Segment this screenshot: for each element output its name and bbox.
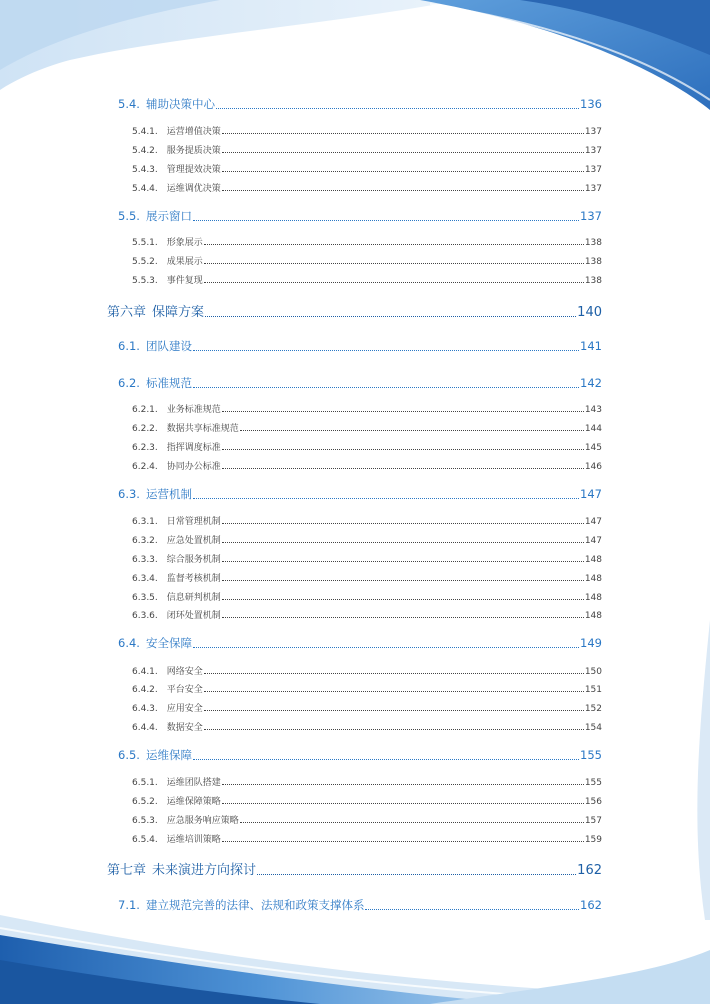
toc-entry-title: 事件复现 (166, 276, 203, 286)
toc-entry-page: 137 (580, 209, 602, 223)
dot-leader (193, 498, 579, 499)
toc-entry[interactable] (132, 608, 602, 621)
toc-entry-page: 151 (584, 685, 602, 695)
toc-entry-page: 142 (580, 376, 602, 390)
toc-entry[interactable] (132, 273, 602, 286)
toc-entry[interactable] (118, 897, 602, 913)
toc-entry-title: 协同办公标准 (166, 462, 221, 472)
toc-entry-number: 6.3.2. (132, 536, 158, 546)
dot-leader (222, 542, 584, 543)
dot-leader (193, 759, 579, 760)
dot-leader (204, 282, 584, 283)
toc-entry[interactable] (132, 682, 602, 695)
toc-entry-title: 成果展示 (166, 257, 203, 267)
toc-entry[interactable] (118, 96, 602, 112)
toc-entry-title: 运维团队搭建 (166, 778, 221, 788)
toc-entry-title: 展示窗口 (145, 209, 192, 223)
toc-entry-title: 形象展示 (166, 238, 203, 248)
toc-entry[interactable] (132, 552, 602, 565)
toc-entry-number: 6.2.1. (132, 405, 158, 415)
dot-leader (204, 673, 584, 674)
toc-entry-number: 6.5.4. (132, 835, 158, 845)
toc-entry-page: 148 (584, 611, 602, 621)
toc-entry[interactable] (107, 859, 602, 878)
toc-entry[interactable] (118, 375, 602, 391)
toc-entry[interactable] (132, 720, 602, 733)
toc-entry[interactable] (132, 775, 602, 788)
toc-entry-page: 136 (580, 97, 602, 111)
dot-leader (222, 841, 584, 842)
dot-leader (222, 468, 584, 469)
toc-entry-page: 149 (580, 636, 602, 650)
toc-entry-page: 152 (584, 704, 602, 714)
toc-entry[interactable] (132, 181, 602, 194)
toc-entry-number: 6.1. (118, 339, 140, 353)
toc-entry-page: 147 (584, 536, 602, 546)
toc-entry-number: 5.5.3. (132, 276, 158, 286)
toc-entry[interactable] (132, 162, 602, 175)
toc-entry-number: 5.4.2. (132, 146, 158, 156)
toc-entry[interactable] (132, 421, 602, 434)
toc-entry-number: 6.4.4. (132, 723, 158, 733)
toc-entry-page: 138 (584, 257, 602, 267)
toc-entry-page: 156 (584, 797, 602, 807)
toc-entry-number: 6.4. (118, 636, 140, 650)
dot-leader (205, 316, 576, 317)
toc-entry-number: 5.5. (118, 209, 140, 223)
dot-leader (222, 617, 584, 618)
toc-entry-number: 6.3.6. (132, 611, 158, 621)
toc-entry-number: 6.3. (118, 487, 140, 501)
toc-entry-title: 运维保障策略 (166, 797, 221, 807)
toc-entry-page: 150 (584, 667, 602, 677)
toc-entry-number: 6.5. (118, 748, 140, 762)
dot-leader (222, 133, 584, 134)
dot-leader (204, 691, 584, 692)
toc-entry-number: 6.2. (118, 376, 140, 390)
toc-entry[interactable] (132, 701, 602, 714)
toc-entry[interactable] (118, 338, 602, 354)
dot-leader (193, 220, 579, 221)
toc-entry-title: 应急服务响应策略 (166, 816, 239, 826)
toc-entry-number: 5.5.2. (132, 257, 158, 267)
toc-entry[interactable] (107, 301, 602, 320)
toc-entry-title: 应急处置机制 (166, 536, 221, 546)
toc-entry-title: 数据安全 (166, 723, 203, 733)
toc-entry-title: 日常管理机制 (166, 517, 221, 527)
toc-entry-title: 综合服务机制 (166, 555, 221, 565)
toc-entry-title: 监督考核机制 (166, 574, 221, 584)
toc-entry-page: 144 (584, 424, 602, 434)
toc-entry-number: 第六章 (107, 305, 147, 320)
toc-entry-title: 平台安全 (166, 685, 203, 695)
toc-entry[interactable] (132, 124, 602, 137)
toc-entry-page: 145 (584, 443, 602, 453)
toc-entry-number: 5.4.4. (132, 184, 158, 194)
toc-entry-page: 148 (584, 574, 602, 584)
toc-entry-number: 6.5.3. (132, 816, 158, 826)
toc-entry-page: 148 (584, 593, 602, 603)
toc-entry-title: 运维调优决策 (166, 184, 221, 194)
toc-entry-title: 网络安全 (166, 667, 203, 677)
dot-leader (222, 152, 584, 153)
toc-entry-title: 管理提效决策 (166, 165, 221, 175)
dot-leader (204, 263, 584, 264)
toc-entry-number: 6.2.2. (132, 424, 158, 434)
toc-entry-number: 6.5.2. (132, 797, 158, 807)
dot-leader (257, 874, 576, 875)
toc-entry-page: 162 (577, 863, 602, 878)
toc-entry-number: 5.4.3. (132, 165, 158, 175)
toc-entry-number: 5.4. (118, 97, 140, 111)
toc-entry-title: 指挥调度标准 (166, 443, 221, 453)
dot-leader (193, 387, 579, 388)
dot-leader (365, 909, 579, 910)
toc-entry[interactable] (132, 664, 602, 677)
dot-leader (222, 599, 584, 600)
toc-entry-number: 6.4.3. (132, 704, 158, 714)
dot-leader (222, 523, 584, 524)
toc-entry-title: 建立规范完善的法律、法规和政策支撑体系 (145, 898, 365, 912)
toc-entry-number: 第七章 (107, 863, 147, 878)
toc-entry-number: 5.5.1. (132, 238, 158, 248)
toc-entry-title: 安全保障 (145, 636, 192, 650)
dot-leader (204, 244, 584, 245)
toc-entry-title: 运营机制 (145, 487, 192, 501)
toc-entry[interactable] (132, 459, 602, 472)
toc-entry[interactable] (132, 514, 602, 527)
dot-leader (193, 350, 579, 351)
toc-entry-title: 运维保障 (145, 748, 192, 762)
toc-entry[interactable] (118, 208, 602, 224)
toc-entry-page: 137 (584, 127, 602, 137)
toc-entry[interactable] (118, 486, 602, 502)
toc-entry-number: 6.3.1. (132, 517, 158, 527)
toc-entry[interactable] (132, 143, 602, 156)
toc-entry-page: 146 (584, 462, 602, 472)
dot-leader (222, 190, 584, 191)
toc-entry-number: 6.4.2. (132, 685, 158, 695)
toc-entry[interactable] (118, 747, 602, 763)
toc-entry-title: 闭环处置机制 (166, 611, 221, 621)
dot-leader (222, 580, 584, 581)
toc-entry[interactable] (118, 635, 602, 651)
toc-entry-page: 147 (580, 487, 602, 501)
toc-entry-title: 保障方案 (152, 305, 205, 320)
toc-entry-page: 140 (577, 305, 602, 320)
toc-entry[interactable] (132, 794, 602, 807)
toc-entry-title: 业务标准规范 (166, 405, 221, 415)
toc-entry-number: 6.3.5. (132, 593, 158, 603)
dot-leader (204, 710, 584, 711)
toc-entry-page: 155 (584, 778, 602, 788)
toc-entry-page: 137 (584, 184, 602, 194)
toc-entry-page: 157 (584, 816, 602, 826)
dot-leader (240, 430, 584, 431)
toc-entry[interactable] (132, 571, 602, 584)
toc-entry-page: 155 (580, 748, 602, 762)
toc-entry-title: 团队建设 (145, 339, 192, 353)
toc-entry[interactable] (132, 832, 602, 845)
toc-entry-page: 159 (584, 835, 602, 845)
toc-entry-page: 137 (584, 165, 602, 175)
toc-entry-page: 137 (584, 146, 602, 156)
toc-entry-title: 信息研判机制 (166, 593, 221, 603)
toc-entry[interactable] (132, 254, 602, 267)
toc-entry-title: 运营增值决策 (166, 127, 221, 137)
toc-entry[interactable] (132, 235, 602, 248)
toc-entry-title: 运维培训策略 (166, 835, 221, 845)
dot-leader (240, 822, 584, 823)
toc-entry-title: 数据共享标准规范 (166, 424, 239, 434)
toc-entry-title: 辅助决策中心 (145, 97, 215, 111)
toc-entry-title: 应用安全 (166, 704, 203, 714)
dot-leader (204, 729, 584, 730)
toc-entry-number: 5.4.1. (132, 127, 158, 137)
toc-entry[interactable] (132, 813, 602, 826)
dot-leader (222, 449, 584, 450)
toc-entry-number: 7.1. (118, 898, 140, 912)
toc-entry-page: 147 (584, 517, 602, 527)
toc-entry-number: 6.2.3. (132, 443, 158, 453)
dot-leader (222, 784, 584, 785)
toc-entry-page: 138 (584, 276, 602, 286)
toc-entry-title: 服务提质决策 (166, 146, 221, 156)
toc-entry-page: 162 (580, 898, 602, 912)
toc-entry[interactable] (132, 533, 602, 546)
toc-entry[interactable] (132, 440, 602, 453)
dot-leader (222, 171, 584, 172)
toc-entry-number: 6.2.4. (132, 462, 158, 472)
toc-entry-title: 未来演进方向探讨 (152, 863, 257, 878)
toc-entry-page: 141 (580, 339, 602, 353)
toc-entry-title: 标准规范 (145, 376, 192, 390)
dot-leader (216, 108, 579, 109)
toc-entry-page: 138 (584, 238, 602, 248)
toc-entry-number: 6.4.1. (132, 667, 158, 677)
dot-leader (193, 647, 579, 648)
dot-leader (222, 803, 584, 804)
toc-entry-number: 6.3.3. (132, 555, 158, 565)
toc-entry-number: 6.5.1. (132, 778, 158, 788)
toc-entry-page: 148 (584, 555, 602, 565)
toc-entry-page: 154 (584, 723, 602, 733)
toc-entry-page: 143 (584, 405, 602, 415)
toc-entry[interactable] (132, 590, 602, 603)
toc-entry-number: 6.3.4. (132, 574, 158, 584)
dot-leader (222, 561, 584, 562)
toc-entry[interactable] (132, 402, 602, 415)
dot-leader (222, 411, 584, 412)
